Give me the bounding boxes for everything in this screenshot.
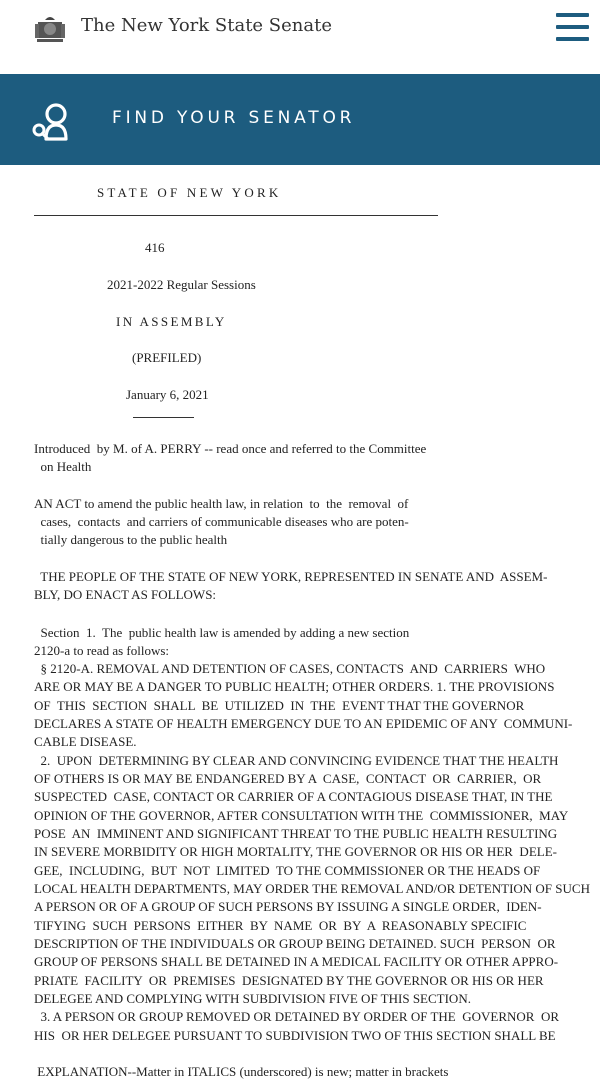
act-title-line: cases, contacts and carriers of communicable diseases who are poten- <box>34 514 409 529</box>
section-line: SUSPECTED CASE, CONTACT OR CARRIER OF A CONTAGIOUS DISEASE THAT, IN THE <box>34 789 553 804</box>
bill-date: January 6, 2021 <box>126 387 209 402</box>
section-line: DELEGEE AND COMPLYING WITH SUBDIVISION FIVE OF THIS SECTION. <box>34 991 471 1006</box>
section-line: CABLE DISEASE. <box>34 734 137 749</box>
enacting-line: THE PEOPLE OF THE STATE OF NEW YORK, REPRESENTED IN SENATE AND ASSEM- <box>34 569 548 584</box>
prefiled-label: (PREFILED) <box>132 350 202 365</box>
act-title-line: AN ACT to amend the public health law, in relation to the removal of <box>34 496 409 511</box>
section-line: 2120-a to read as follows: <box>34 643 170 658</box>
enacting-line: BLY, DO ENACT AS FOLLOWS: <box>34 587 217 602</box>
section-line: PRIATE FACILITY OR PREMISES DESIGNATED BY THE GOVERNOR OR HIS OR HER <box>34 973 544 988</box>
section-line: A PERSON OR OF A GROUP OF SUCH PERSONS BY ISSUING A SINGLE ORDER, IDEN- <box>34 899 542 914</box>
section-line: Section 1. The public health law is amended by adding a new section <box>34 625 410 640</box>
section-line: HIS OR HER DELEGEE PURSUANT TO SUBDIVISION TWO OF THIS SECTION SHALL BE <box>34 1028 556 1043</box>
date-rule <box>133 417 194 418</box>
ny-state-seal-icon[interactable] <box>34 12 66 44</box>
explanation-line: EXPLANATION--Matter in ITALICS (underscored) is new; matter in brackets <box>34 1064 449 1079</box>
section-line: TIFYING SUCH PERSONS EITHER BY NAME OR BY A REASONABLY SPECIFIC <box>34 918 527 933</box>
section-line: OF OTHERS IS OR MAY BE ENDANGERED BY A CASE, CONTACT OR CARRIER, OR <box>34 771 542 786</box>
section-line: OPINION OF THE GOVERNOR, AFTER CONSULTATION WITH THE COMMISSIONER, MAY <box>34 808 569 823</box>
section-line: GEE, INCLUDING, BUT NOT LIMITED TO THE COMMISSIONER OR THE HEADS OF <box>34 863 541 878</box>
section-line: POSE AN IMMINENT AND SIGNIFICANT THREAT TO THE PUBLIC HEALTH RESULTING <box>34 826 558 841</box>
section-line: 2. UPON DETERMINING BY CLEAR AND CONVINCING EVIDENCE THAT THE HEALTH <box>34 753 559 768</box>
senator-search-icon <box>30 101 74 143</box>
bill-number: 416 <box>145 240 165 255</box>
introduced-line: Introduced by M. of A. PERRY -- read once and referred to the Committee <box>34 441 427 456</box>
section-line: IN SEVERE MORBIDITY OR HIGH MORTALITY, THE GOVERNOR OR HIS OR HER DELE- <box>34 844 557 859</box>
section-line: LOCAL HEALTH DEPARTMENTS, MAY ORDER THE REMOVAL AND/OR DETENTION OF SUCH <box>34 881 590 896</box>
heading-rule <box>34 215 438 216</box>
section-line: § 2120-A. REMOVAL AND DETENTION OF CASES, CONTACTS AND CARRIERS WHO <box>34 661 546 676</box>
section-line: ARE OR MAY BE A DANGER TO PUBLIC HEALTH; OTHER ORDERS. 1. THE PROVISIONS <box>34 679 555 694</box>
site-title[interactable]: The New York State Senate <box>81 15 332 36</box>
section-line: GROUP OF PERSONS SHALL BE DETAINED IN A MEDICAL FACILITY OR OTHER APPRO- <box>34 954 559 969</box>
section-line: DECLARES A STATE OF HEALTH EMERGENCY DUE TO AN EPIDEMIC OF ANY COMMUNI- <box>34 716 573 731</box>
find-your-senator-label[interactable]: FIND YOUR SENATOR <box>112 108 356 128</box>
section-line: 3. A PERSON OR GROUP REMOVED OR DETAINED BY ORDER OF THE GOVERNOR OR <box>34 1009 560 1024</box>
section-line: DESCRIPTION OF THE INDIVIDUALS OR GROUP BEING DETAINED. SUCH PERSON OR <box>34 936 556 951</box>
hamburger-menu-icon[interactable] <box>556 13 589 41</box>
section-line: OF THIS SECTION SHALL BE UTILIZED IN THE EVENT THAT THE GOVERNOR <box>34 698 525 713</box>
house-label: IN ASSEMBLY <box>116 314 227 329</box>
site-header <box>0 0 600 74</box>
act-title-line: tially dangerous to the public health <box>34 532 228 547</box>
state-heading: STATE OF NEW YORK <box>97 185 282 200</box>
session-label: 2021-2022 Regular Sessions <box>107 277 256 292</box>
introduced-line: on Health <box>34 459 92 474</box>
